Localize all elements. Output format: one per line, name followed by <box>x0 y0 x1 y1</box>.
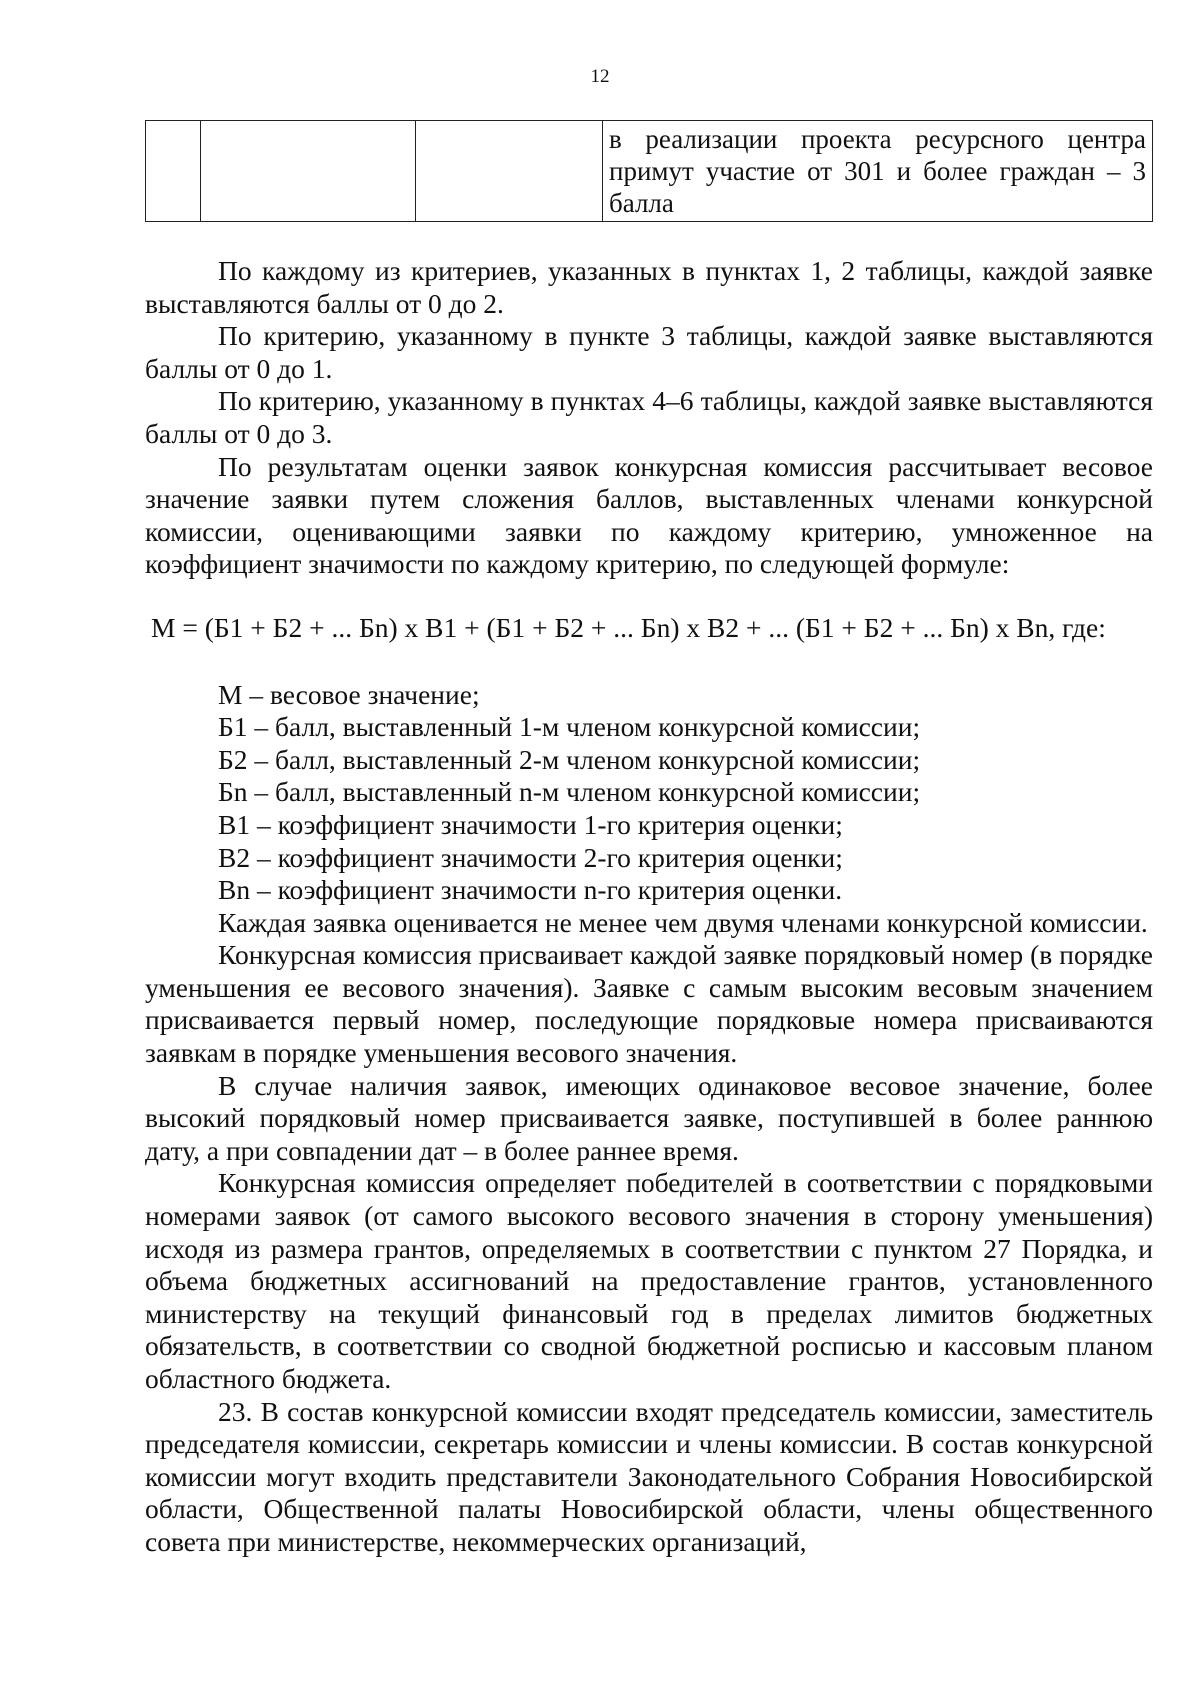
page-number: 12 <box>590 66 610 87</box>
definition-item: В2 – коэффициент значимости 2-го критерия оценки; <box>218 841 843 873</box>
paragraph-winners: Конкурсная комиссия определяет победителей в соответствии с порядковыми номерами заявок (от самого высокого весового значения в сторону уменьшения) исходя из размера грантов, определяемых в соответствии с пунктом 27 Порядка, и объема бюджетных ассигнований на предоставление грантов, установленного министерству на текущий финансовый год в пределах лимитов бюджетных обязательств, в соответствии со сводной бюджетной росписью и кассовым планом областного бюджета. <box>145 1167 1153 1394</box>
weight-formula: М = (Б1 + Б2 + ... Бn) х В1 + (Б1 + Б2 + ... Бn) х В2 + ... (Б1 + Б2 + ... Бn) х Вn, где: <box>151 611 1106 643</box>
paragraph-ranking: Конкурсная комиссия присваивает каждой заявке порядковый номер (в порядке уменьшения ее весового значения). Заявке с самым высоким весовым значением присваивается первый номер, последующие порядковые номера присваиваются заявкам в порядке уменьшения весового значения. <box>145 939 1153 1069</box>
definition-item: Бn – балл, выставленный n-м членом конкурсной комиссии; <box>218 776 921 808</box>
paragraph-evaluators: Каждая заявка оценивается не менее чем двумя членами конкурсной комиссии. <box>218 906 1148 938</box>
definition-item: В1 – коэффициент значимости 1-го критерия оценки; <box>218 808 843 840</box>
paragraph-criteria-4-6: По критерию, указанному в пунктах 4–6 таблицы, каждой заявке выставляются баллы от 0 до 3. <box>145 385 1153 449</box>
definition-item: Б1 – балл, выставленный 1-м членом конкурсной комиссии; <box>218 711 921 743</box>
definition-item: Вn – коэффициент значимости n-го критерия оценки. <box>218 874 843 906</box>
paragraph-weight-calculation: По результатам оценки заявок конкурсная комиссия рассчитывает весовое значение заявки путем сложения баллов, выставленных членами конкурсной комиссии, оценивающими заявки по каждому критерию, умноженное на коэффициент значимости по каждому критерию, по следующей формуле: <box>145 450 1153 580</box>
paragraph-tie-break: В случае наличия заявок, имеющих одинаковое весовое значение, более высокий порядковый номер присваивается заявке, поступившей в более раннюю дату, а при совпадении дат – в более раннее время. <box>145 1069 1153 1166</box>
definition-item: М – весовое значение; <box>218 678 480 710</box>
paragraph-commission-composition: 23. В состав конкурсной комиссии входят председатель комиссии, заместитель председателя комиссии, секретарь комиссии и члены комиссии. В состав конкурсной комиссии могут входить представители Законодательного Собрания Новосибирской области, Общественной палаты Новосибирской области, члены общественного совета при министерстве, некоммерческих организаций, <box>145 1395 1153 1557</box>
table-cell-number <box>146 121 201 222</box>
document-body <box>145 255 1153 1559</box>
table-cell-weight <box>416 121 603 222</box>
table-cell-criterion <box>201 121 416 222</box>
paragraph-criteria-1-2: По каждому из критериев, указанных в пунктах 1, 2 таблицы, каждой заявке выставляются баллы от 0 до 2. <box>145 255 1153 319</box>
paragraph-criteria-3: По критерию, указанному в пункте 3 таблицы, каждой заявке выставляются баллы от 0 до 1. <box>145 320 1153 384</box>
formula-definitions <box>145 679 1153 907</box>
table-cell-scoring: в реализации проекта ресурсного центра примут участие от 301 и более граждан – 3 балла <box>603 121 1153 222</box>
criteria-table-continuation <box>145 120 1153 222</box>
table-row <box>146 121 1153 222</box>
definition-item: Б2 – балл, выставленный 2-м членом конкурсной комиссии; <box>218 743 921 775</box>
